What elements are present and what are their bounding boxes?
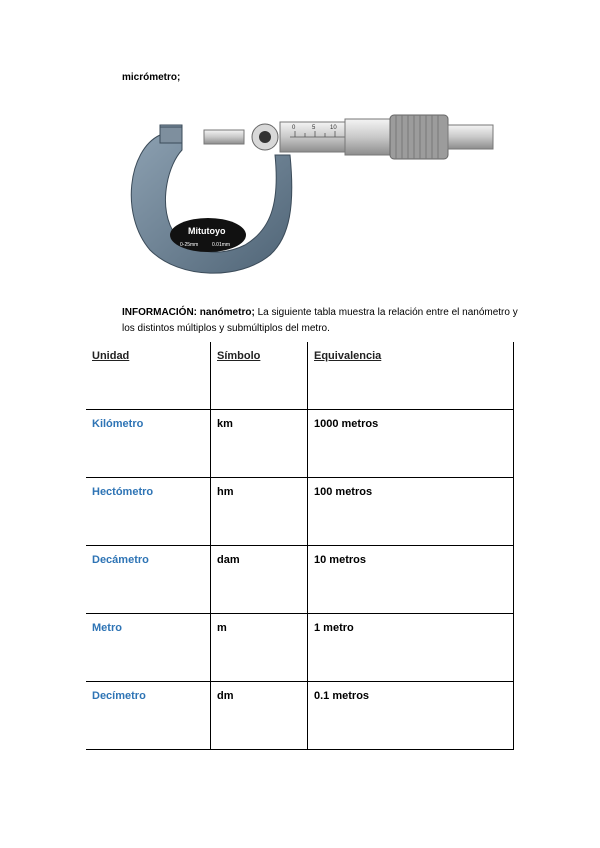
symbol-cell: dam — [211, 546, 308, 614]
range-label: 0-25mm — [180, 242, 199, 248]
equivalence-cell: 0.1 metros — [308, 682, 514, 750]
unit-cell: Decámetro — [86, 546, 211, 614]
micrometer-image — [120, 95, 510, 280]
symbol-cell: hm — [211, 478, 308, 546]
info-paragraph — [122, 305, 522, 337]
equivalence-cell: 1000 metros — [308, 410, 514, 478]
resolution-label: 0.01mm — [212, 242, 231, 248]
symbol-cell: km — [211, 410, 308, 478]
table-row — [86, 546, 514, 614]
unit-cell: Kilómetro — [86, 410, 211, 478]
header-cell: Unidad — [86, 342, 211, 410]
equivalence-cell: 1 metro — [308, 614, 514, 682]
scale-label: 5 — [312, 125, 316, 131]
table-row — [86, 478, 514, 546]
scale-label: 10 — [330, 125, 337, 131]
info-term: nanómetro; — [199, 307, 255, 318]
equivalence-cell: 100 metros — [308, 478, 514, 546]
table-row — [86, 614, 514, 682]
scale-label: 0 — [292, 125, 296, 131]
table-row — [86, 410, 514, 478]
units-table — [86, 342, 514, 750]
caption: micrómetro; — [122, 72, 181, 83]
header-cell: Símbolo — [211, 342, 308, 410]
brand-logo: Mitutoyo — [188, 226, 226, 236]
info-label: INFORMACIÓN: — [122, 307, 197, 318]
table-row — [86, 682, 514, 750]
table-header-row — [86, 342, 514, 410]
header-cell: Equivalencia — [308, 342, 514, 410]
unit-cell: Decímetro — [86, 682, 211, 750]
symbol-cell: m — [211, 614, 308, 682]
unit-cell: Metro — [86, 614, 211, 682]
symbol-cell: dm — [211, 682, 308, 750]
info-text: La siguiente tabla muestra la relación entre el nanómetro y los distintos múltiplos y submúltiplos del metro. — [122, 307, 518, 334]
equivalence-cell: 10 metros — [308, 546, 514, 614]
unit-cell: Hectómetro — [86, 478, 211, 546]
